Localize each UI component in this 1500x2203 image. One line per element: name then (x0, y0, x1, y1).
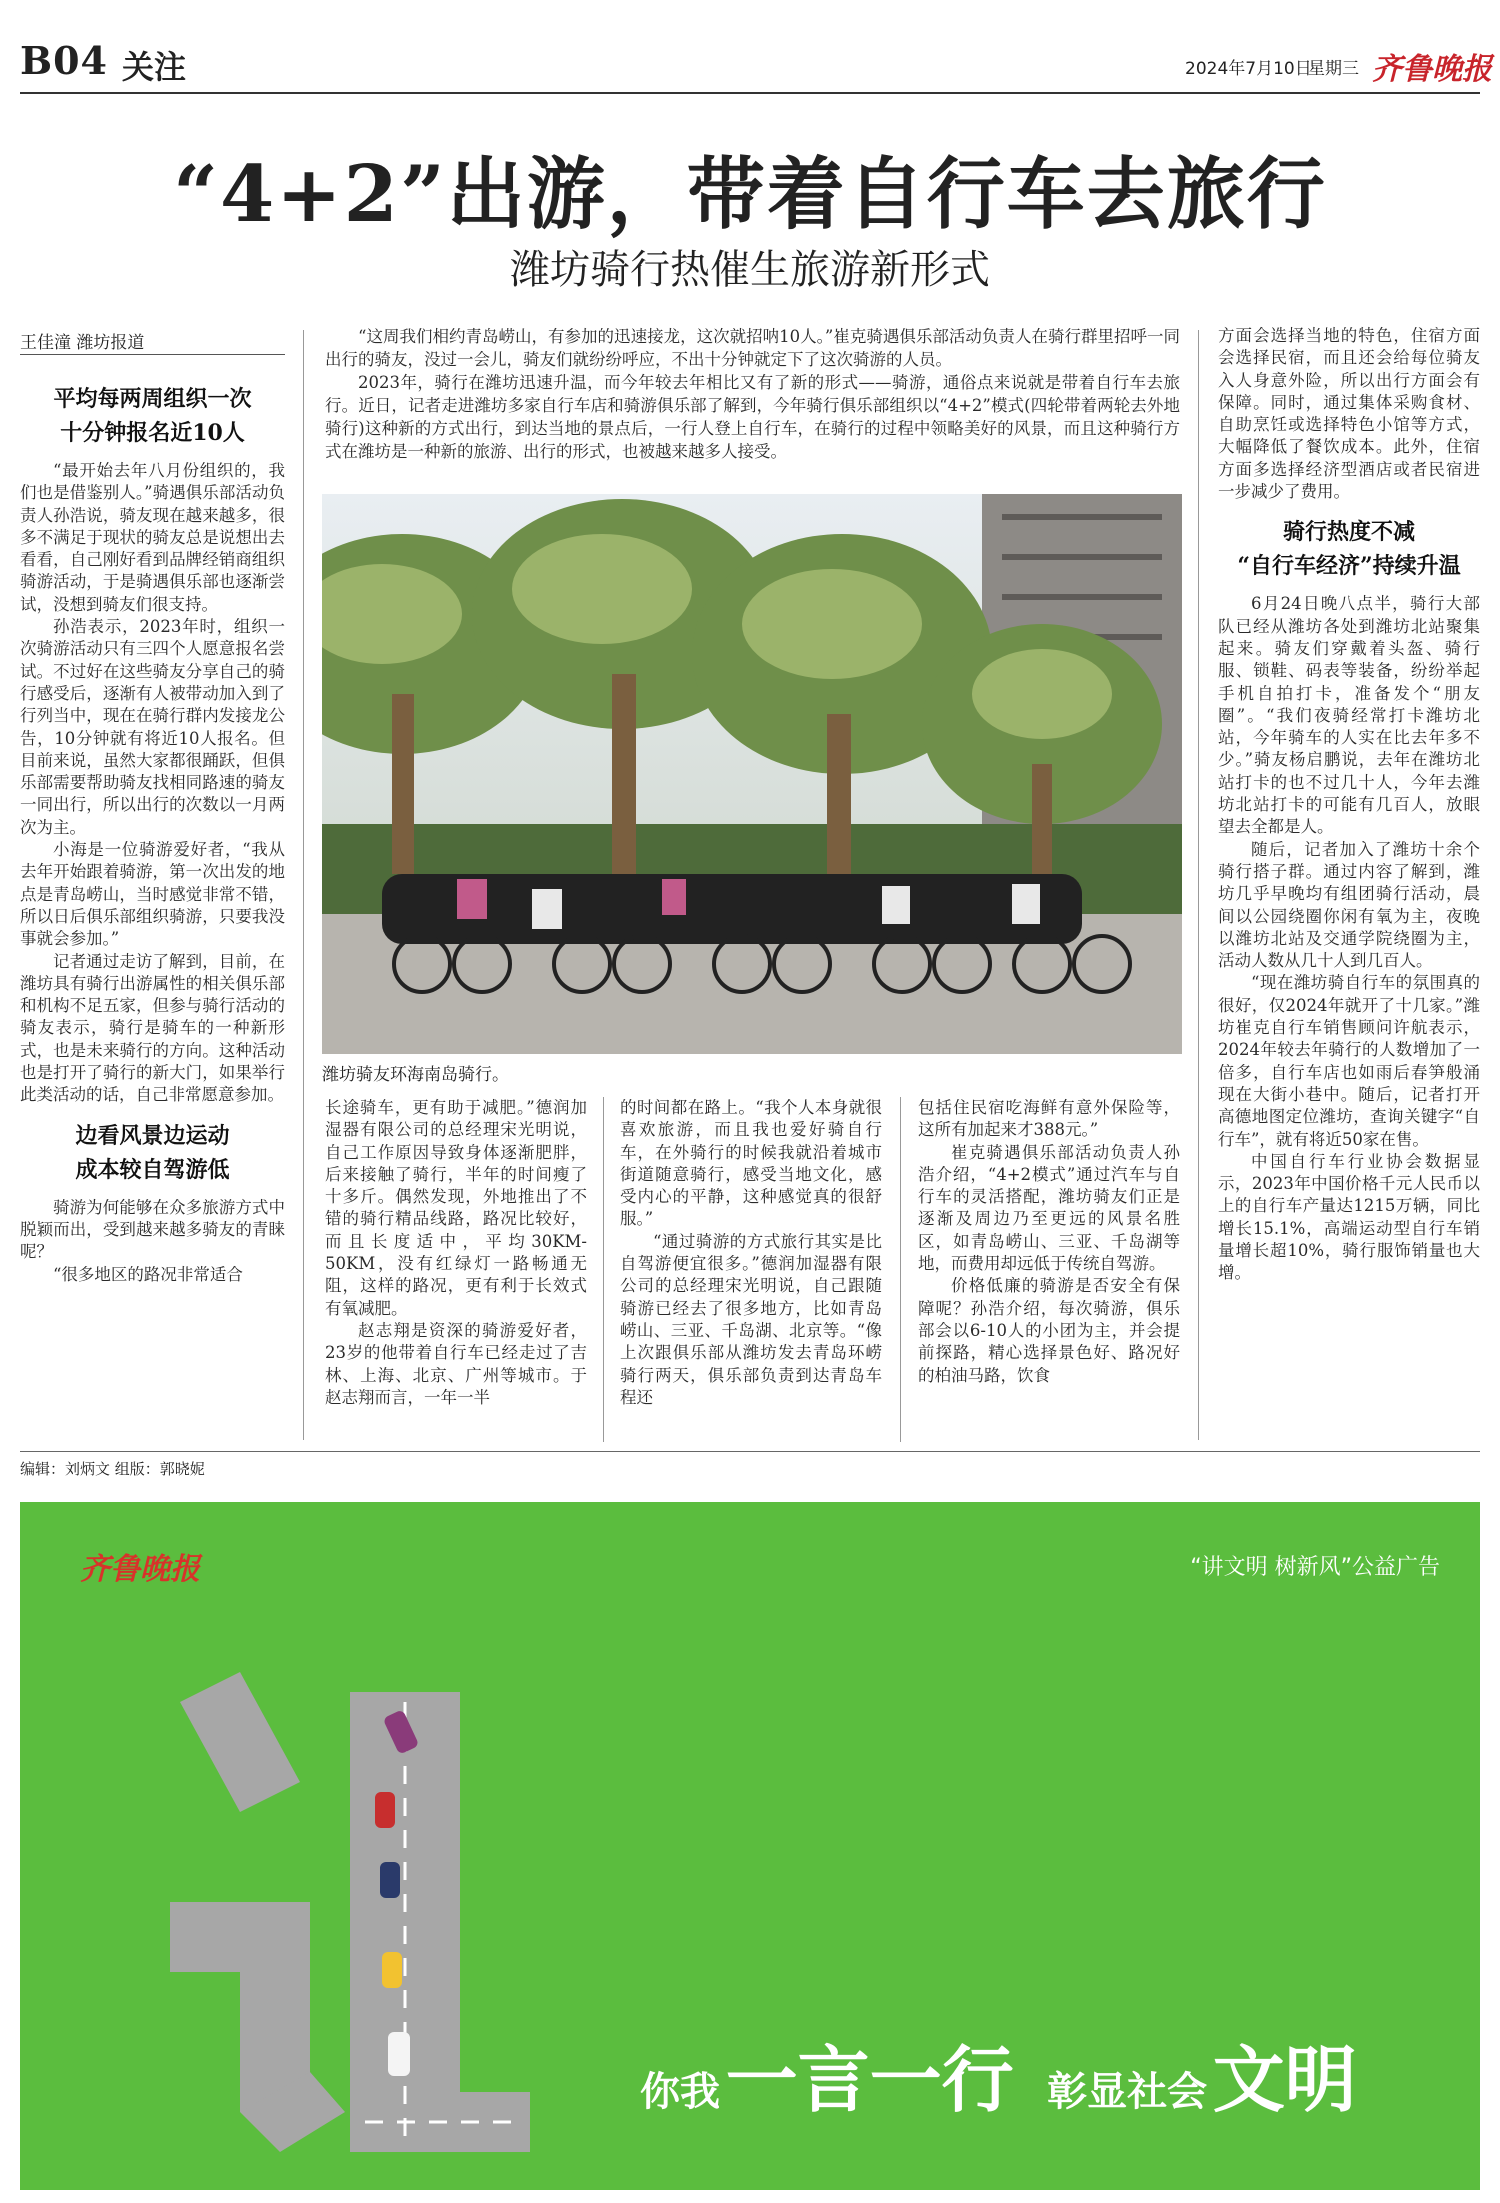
ad-newspaper-logo: 齐鲁晚报 (80, 1552, 200, 1587)
issue-weekday: 星期三 (1308, 59, 1359, 79)
photo-caption: 潍坊骑友环海南岛骑行。 (322, 1065, 509, 1085)
header-divider (20, 92, 1480, 94)
column-divider (1198, 330, 1199, 1440)
byline-divider (20, 354, 285, 355)
paragraph: 孙浩表示，2023年时，组织一次骑游活动只有三四个人愿意报名尝试。不过好在这些骑友分享自己的骑行感受后，逐渐有人被带动加入到了行列当中，现在在骑行群内发接龙公告，10分钟就有将近10人报名。但目前来说，虽然大家都很踊跃，但俱乐部需要帮助骑友找相同路速的骑友一同出行，所以出行的次数以一月两次为主。 (20, 617, 285, 837)
right-column (1218, 325, 1480, 1285)
column-divider (303, 330, 304, 1440)
slogan-part: 你我 (640, 2068, 720, 2115)
ad-slogan (640, 2022, 1357, 2126)
paragraph: 中国自行车行业协会数据显示，2023年中国价格千元人民币以上的自行车产量达1215万辆，同比增长15.1%，高端运动型自行车销量增长超10%，骑行服饰销量也大增。 (1218, 1151, 1480, 1283)
paragraph: 方面会选择当地的特色，住宿方面会选择民宿，而且还会给每位骑友入人身意外险，所以出行方面会有保障。同时，通过集体采购食材、自助烹饪或选择特色小馆等方式，大幅降低了餐饮成本。此外，住宿方面多选择经济型酒店或者民宿进一步减少了费用。 (1218, 326, 1480, 502)
paragraph: “现在潍坊骑自行车的氛围真的很好，仅2024年就开了十几家。”潍坊崔克自行车销售顾问许航表示，2024年较去年骑行的人数增加了一倍多，自行车店也如雨后春笋般涌现在大街小巷中。随后，记者打开高德地图定位潍坊，查询关键字“自行车”，就有将近50家在售。 (1218, 973, 1480, 1149)
cyclists-photo (322, 494, 1182, 1054)
paragraph: “很多地区的路况非常适合 (53, 1264, 243, 1284)
slogan-part: 文明 (1212, 2037, 1357, 2122)
body-column-2 (620, 1097, 882, 1409)
editor-credits: 编辑：刘炳文 组版：郭晓妮 (20, 1460, 205, 1478)
intro-text (325, 325, 1180, 463)
paragraph: 骑游为何能够在众多旅游方式中脱颖而出，受到越来越多骑友的青睐呢？ (20, 1197, 285, 1262)
section-number: B04 (20, 38, 108, 83)
body-column-1 (325, 1097, 587, 1409)
subheading: 边看风景边运动 成本较自驾游低 (75, 1122, 230, 1183)
subheadline: 潍坊骑行热催生旅游新形式 (510, 247, 990, 293)
photo-illustration (322, 494, 1182, 1054)
paragraph: 价格低廉的骑游是否安全有保障呢？孙浩介绍，每次骑游，俱乐部会以6-10人的小团为主，并会提前探路，精心选择景色好、路况好的柏油马路，饮食 (918, 1276, 1180, 1385)
paragraph: 小海是一位骑游爱好者，“我从去年开始跟着骑游，第一次出发的地点是青岛崂山，当时感觉非常不错，所以日后俱乐部组织骑游，只要我没事就会参加。” (20, 840, 285, 949)
paragraph: 随后，记者加入了潍坊十余个骑行搭子群。通过内容了解到，潍坊几乎早晚均有组团骑行活动，晨间以公园绕圈你闲有氧为主，夜晚以潍坊北站及交通学院绕圈为主，活动人数从几十人到几百人。 (1218, 839, 1480, 971)
slogan-part: 彰显社会 (1047, 2068, 1208, 2115)
footer-divider (20, 1451, 1480, 1452)
paragraph: 的时间都在路上。“我个人本身就很喜欢旅游，而且我也爱好骑自行车，在外骑行的时候我就沿着城市街道随意骑行，感受当地文化，感受内心的平静，这种感觉真的很舒服。” (620, 1098, 882, 1229)
paragraph: 2023年，骑行在潍坊迅速升温，而今年较去年相比又有了新的形式——骑游，通俗点来说就是带着自行车去旅行。近日，记者走进潍坊多家自行车店和骑游俱乐部了解到，今年骑行俱乐部组织以“4+2”模式(四轮带着两轮去外地骑行)这种新的方式出行，到达当地的景点后，一行人登上自行车，在骑行的过程中领略美好的风景，而且这种骑行方式在潍坊是一种新的旅游、出行的形式，也被越来越多人接受。 (325, 373, 1180, 461)
section-label: 关注 (122, 48, 187, 86)
paragraph: “通过骑游的方式旅行其实是比自驾游便宜很多。”德润加湿器有限公司的总经理宋光明说，自己跟随骑游已经去了很多地方，比如青岛崂山、三亚、千岛湖、北京等。“像上次跟俱乐部从潍坊发去青岛环崂骑行两天，俱乐部负责到达青岛车程还 (620, 1231, 882, 1407)
paragraph: “最开始去年八月份组织的，我们也是借鉴别人。”骑遇俱乐部活动负责人孙浩说，骑友现在越来越多，很多不满足于现状的骑友总是说想出去看看，自己刚好看到品牌经销商组织骑游活动，于是骑遇俱乐部也逐渐尝试，没想到骑友们很支持。 (20, 461, 285, 614)
issue-date: 2024年7月10日 (1185, 59, 1312, 79)
paragraph: 记者通过走访了解到，目前，在潍坊具有骑行出游属性的相关俱乐部和机构不足五家，但参与骑行活动的骑友表示，骑行是骑车的一种新形式，也是未来骑行的方向。这种活动也是打开了骑行的新大门，如果举行此类活动的话，自己非常愿意参加。 (20, 951, 285, 1105)
paragraph: “这周我们相约青岛崂山，有参加的迅速接龙，这次就招呐10人。”崔克骑遇俱乐部活动负责人在骑行群里招呼一同出行的骑友，没过一会儿，骑友们就纷纷呼应，不出十分钟就定下了这次骑游的人员。 (325, 327, 1180, 369)
subheading: 骑行热度不减 “自行车经济”持续升温 (1237, 519, 1461, 580)
byline: 王佳潼 潍坊报道 (20, 333, 145, 353)
headline: “4+2”出游，带着自行车去旅行 (173, 149, 1327, 240)
paragraph: 赵志翔是资深的骑游爱好者，23岁的他带着自行车已经走过了吉林、上海、北京、广州等城市。于赵志翔而言，一年一半 (325, 1320, 587, 1407)
column-divider (603, 1097, 604, 1442)
paragraph: 长途骑车，更有助于减肥。”德润加湿器有限公司的总经理宋光明说，自己工作原因导致身体逐渐肥胖，后来接触了骑行，半年的时间瘦了十多斤。偶然发现，外地推出了不错的骑行精品线路，路况比较好，而且长度适中，平均30KM-50KM，没有红绿灯一路畅通无阻，这样的路况，更有利于长效式有氧减肥。 (325, 1098, 587, 1318)
paragraph: 6月24日晚八点半，骑行大部队已经从潍坊各处到潍坊北站聚集起来。骑友们穿戴着头盔、骑行服、锁鞋、码表等装备，纷纷举起手机自拍打卡，准备发个“朋友圈”。“我们夜骑经常打卡潍坊北站，今年骑车的人实在比去年多不少。”骑友杨启鹏说，去年在潍坊北站打卡的也不过几十人，今年去潍坊北站打卡的可能有几百人，放眼望去全都是人。 (1218, 594, 1480, 837)
subheading: 平均每两周组织一次 十分钟报名近10人 (53, 386, 252, 446)
left-column (20, 370, 285, 1286)
column-divider (900, 1097, 901, 1442)
paragraph: 包括住民宿吃海鲜有意外保险等，这所有加起来才388元。” (918, 1098, 1180, 1140)
big-character: 让 (170, 1672, 171, 1673)
ad-label: “讲文明 树新风”公益广告 (1190, 1555, 1440, 1580)
paragraph: 崔克骑遇俱乐部活动负责人孙浩介绍，“4+2模式”通过汽车与自行车的灵活搭配，潍坊骑友们正是逐渐及周边乃至更远的风景名胜区，如青岛崂山、三亚、千岛湖等地，而费用却远低于传统自驾游。 (918, 1142, 1180, 1274)
public-service-ad (20, 1502, 1480, 2190)
body-column-3 (918, 1097, 1180, 1387)
rang-character-road-graphic (170, 1672, 530, 2172)
slogan-part: 一言一行 (725, 2037, 1014, 2122)
newspaper-logo: 齐鲁晚报 (1372, 52, 1492, 87)
